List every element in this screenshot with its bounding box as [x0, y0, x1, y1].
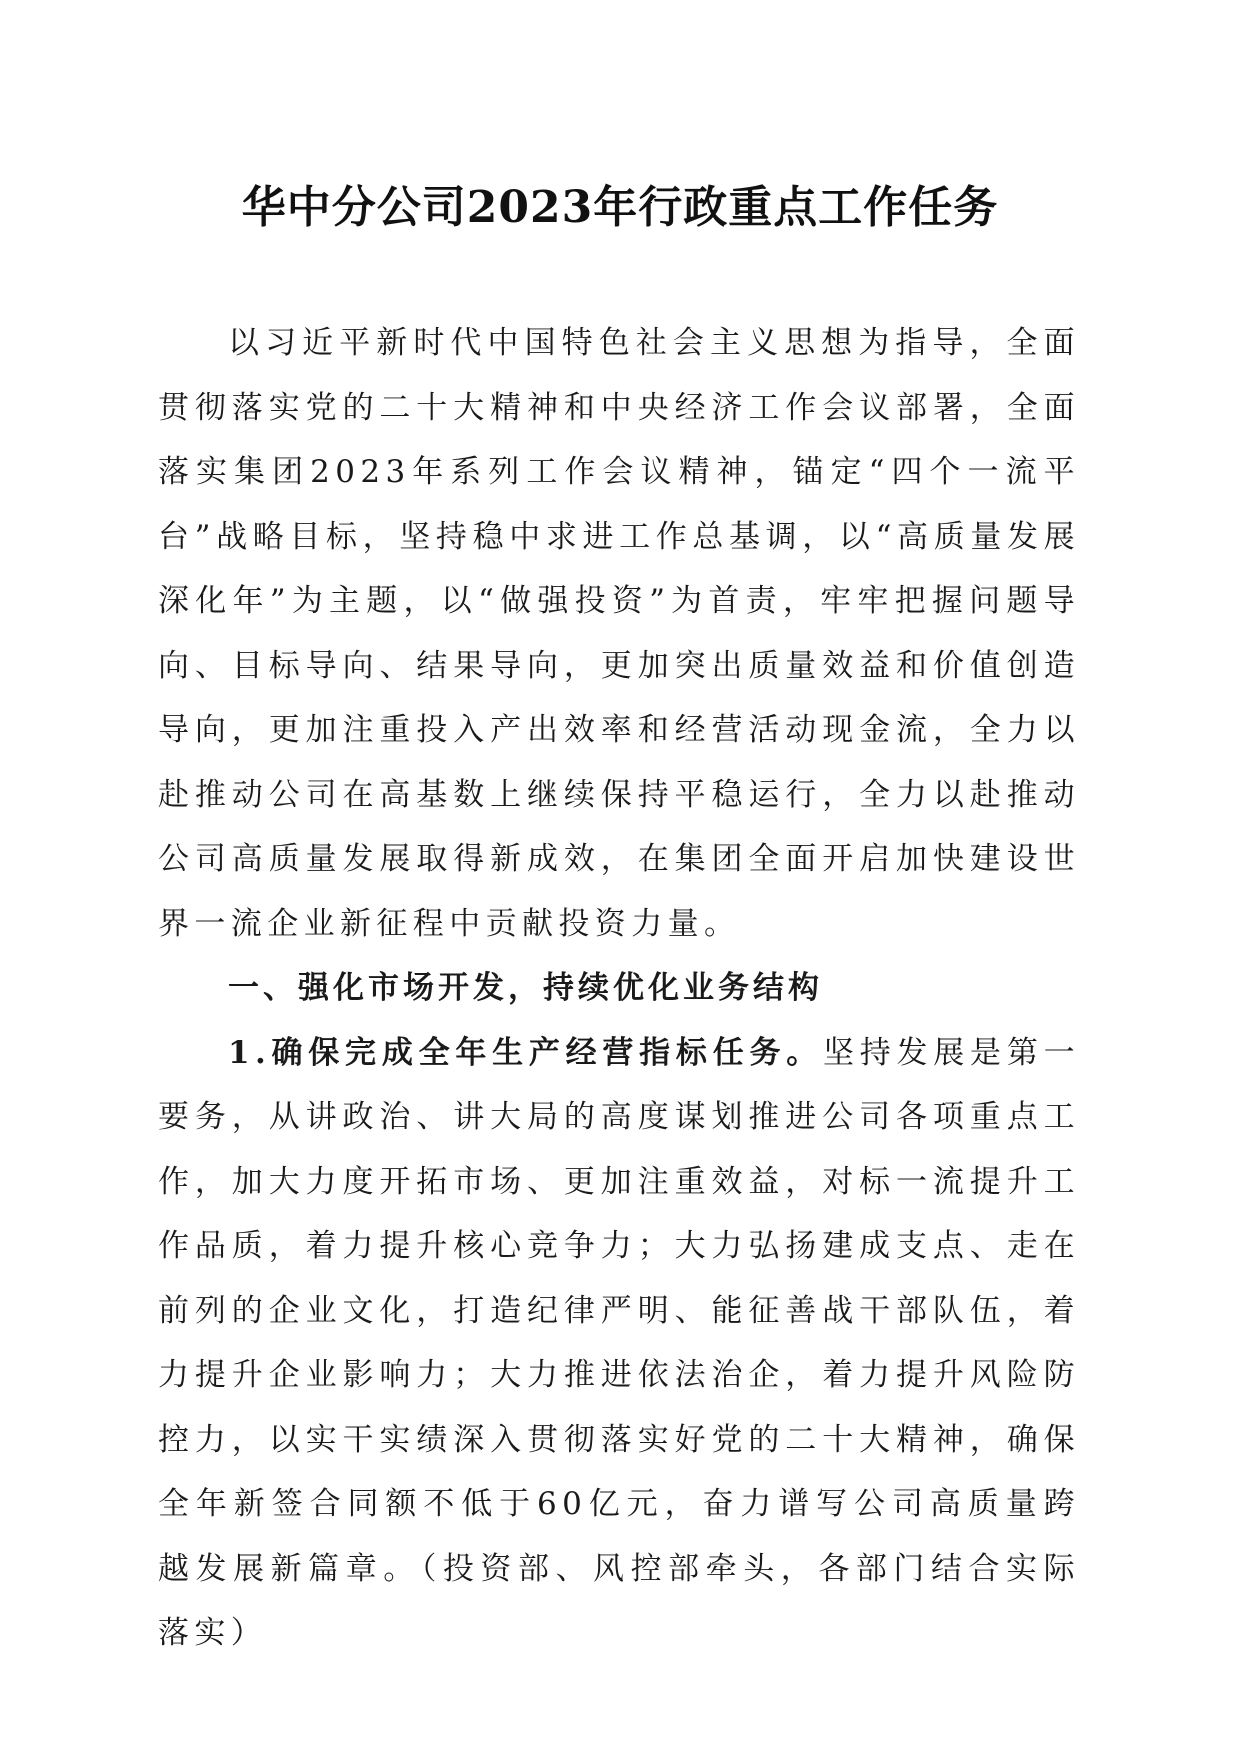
document-body: [158, 311, 1080, 1666]
item-paragraph: [158, 1021, 1080, 1666]
section-heading: 一、强化市场开发，持续优化业务结构: [228, 970, 823, 1006]
document-title: 华中分公司2023年行政重点工作任务: [241, 182, 999, 233]
intro-paragraph: 以习近平新时代中国特色社会主义思想为指导，全面贯彻落实党的二十大精神和中央经济工作会议部署，全面落实集团2023年系列工作会议精神，锚定“四个一流平台”战略目标，坚持稳中求进工作总基调，以“高质量发展深化年”为主题，以“做强投资”为首责，牢牢把握问题导向、目标导向、结果导向，更加突出质量效益和价值创造导向，更加注重投入产出效率和经营活动现金流，全力以赴推动公司在高基数上继续保持平稳运行，全力以赴推动公司高质量发展取得新成效，在集团全面开启加快建设世界一流企业新征程中贡献投资力量。: [158, 325, 1080, 942]
item-body: 坚持发展是第一要务，从讲政治、讲大局的高度谋划推进公司各项重点工作，加大力度开拓市场、更加注重效益，对标一流提升工作品质，着力提升核心竞争力；大力弘扬建成支点、走在前列的企业文化，打造纪律严明、能征善战干部队伍，着力提升企业影响力；大力推进依法治企，着力提升风险防控力，以实干实绩深入贯彻落实好党的二十大精神，确保全年新签合同额不低于60亿元，奋力谱写公司高质量跨越发展新篇章。（投资部、风控部牵头，各部门结合实际落实）: [158, 1034, 1080, 1651]
item-lead: 1.确保完成全年生产经营指标任务。: [228, 1034, 823, 1071]
